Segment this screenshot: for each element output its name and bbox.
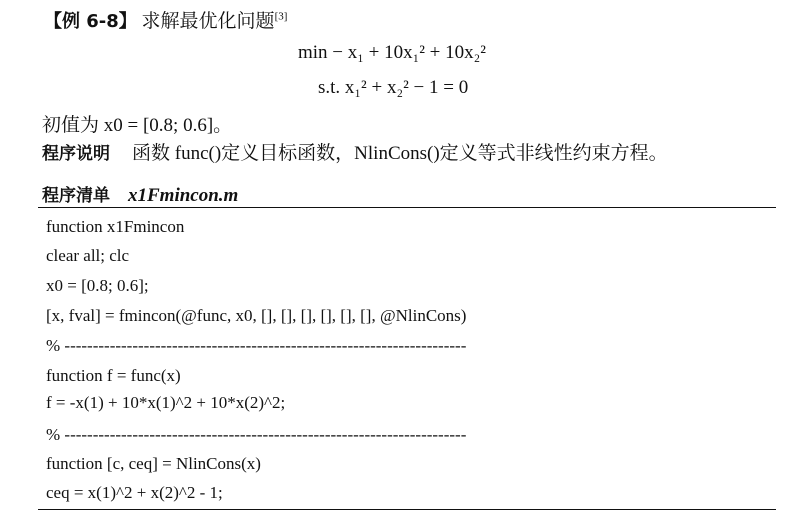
constraint-equation: s.t. x₁² + x₂² − 1 = 0 (318, 77, 469, 98)
example-title: 求解最优化问题 (141, 11, 275, 32)
citation: [3] (274, 10, 288, 23)
code-line: function f = func(x) (46, 366, 181, 385)
code-separator: % ----------------------------------------------------------------------- (46, 336, 467, 355)
code-line: clear all; clc (46, 246, 130, 265)
listing-label: 程序清单 (42, 186, 110, 206)
explanation-text: 函数 func()定义目标函数，NlinCons()定义等式非线性约束方程。 (132, 143, 668, 164)
program-listing-heading (42, 181, 238, 207)
explanation-label: 程序说明 (42, 144, 110, 164)
objective-equation: min − x₁ + 10x₁² + 10x₂² (298, 42, 486, 63)
code-separator: % ----------------------------------------------------------------------- (46, 425, 467, 444)
code-line: x0 = [0.8; 0.6]; (46, 276, 149, 295)
code-line: function x1Fmincon (46, 217, 185, 236)
code-line: f = -x(1) + 10*x(1)^2 + 10*x(2)^2; (46, 393, 286, 412)
code-top-rule (38, 207, 776, 208)
code-line: [x, fval] = fmincon(@func, x0, [], [], [], [], [], [], @NlinCons) (46, 306, 467, 325)
program-explanation (42, 138, 668, 165)
example-heading (44, 6, 287, 33)
example-tag: 【例 6-8】 (44, 11, 137, 32)
code-bottom-rule (38, 509, 776, 510)
listing-filename: x1Fmincon.m (128, 185, 239, 206)
code-line: ceq = x(1)^2 + x(2)^2 - 1; (46, 483, 223, 502)
code-line: function [c, ceq] = NlinCons(x) (46, 454, 261, 473)
initial-value-text: 初值为 x0 = [0.8; 0.6]。 (42, 115, 233, 136)
